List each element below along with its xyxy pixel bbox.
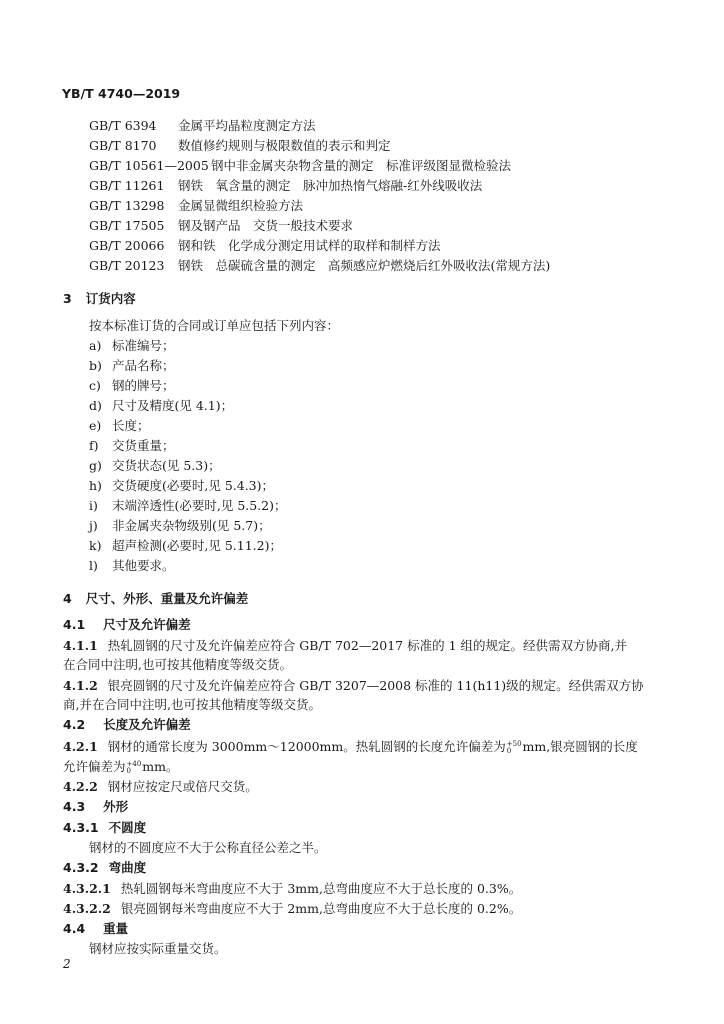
list-item	[89, 418, 150, 434]
section-title: 尺寸及允许偏差	[103, 617, 191, 632]
tolerance-upper: +40	[126, 759, 142, 768]
list-item-label: a)	[89, 338, 102, 353]
clause-4-2-1-continuation	[63, 759, 179, 775]
reference-item	[89, 198, 303, 214]
clause-number: 4.2.1	[63, 739, 98, 754]
clause-4-2-2	[63, 779, 258, 795]
list-item-text: 标准编号；	[112, 338, 175, 353]
section-3-intro: 按本标准订货的合同或订单应包括下列内容：	[89, 318, 340, 333]
section-title: 弯曲度	[108, 860, 147, 875]
reference-code: GB/T 11261	[89, 178, 165, 193]
reference-title: 金属平均晶粒度测定方法	[178, 118, 316, 133]
section-3-heading	[63, 291, 136, 307]
list-item-label: h)	[89, 478, 102, 493]
list-item-label: g)	[89, 458, 102, 473]
subsection-4-1-heading	[63, 617, 191, 633]
list-item-label: i)	[89, 498, 98, 513]
list-item	[89, 398, 233, 414]
list-item	[89, 498, 287, 514]
reference-item	[89, 138, 391, 154]
list-item-text: 交货状态(见 5.3)；	[112, 458, 221, 473]
section-number: 4.3.1	[63, 820, 99, 835]
list-item-text: 交货硬度(必要时,见 5.4.3)；	[112, 478, 275, 493]
clause-text: 热轧圆钢的尺寸及允许偏差应符合 GB/T 702—2017 标准的 1 组的规定。经供需双方协商,并	[107, 638, 627, 653]
section-4-heading	[63, 591, 248, 607]
clause-number: 4.1.1	[63, 638, 98, 653]
clause-number: 4.3.2.2	[63, 901, 111, 916]
reference-title: 钢及钢产品 交货一般技术要求	[178, 218, 354, 233]
list-item-text: 产品名称；	[112, 358, 175, 373]
clause-text: mm。	[142, 759, 179, 774]
list-item	[89, 438, 175, 454]
list-item-label: e)	[89, 418, 102, 433]
reference-title: 金属显微组织检验方法	[178, 198, 304, 213]
section-title: 订货内容	[85, 291, 136, 306]
reference-code: GB/T 8170	[89, 138, 157, 153]
reference-code: GB/T 17505	[89, 218, 165, 233]
reference-code: GB/T 20123	[89, 258, 165, 273]
section-number: 4.4	[63, 921, 86, 936]
clause-text: 银亮圆钢的尺寸及允许偏差应符合 GB/T 3207—2008 标准的 11(h11)级的规定。经供需双方协	[107, 678, 644, 693]
clause-4-4-text: 钢材应按实际重量交货。	[89, 941, 227, 956]
subsection-4-2-heading	[63, 717, 191, 733]
clause-text: 银亮圆钢每米弯曲度应不大于 2mm,总弯曲度应不大于总长度的 0.2%。	[120, 901, 522, 916]
clause-number: 4.1.2	[63, 678, 98, 693]
clause-4-1-1-continuation: 在合同中注明,也可按其他精度等级交货。	[63, 657, 292, 672]
list-item-label: b)	[89, 358, 102, 373]
list-item-label: d)	[89, 398, 102, 413]
clause-4-1-2-continuation: 商,并在合同中注明,也可按其他精度等级交货。	[63, 697, 321, 712]
clause-4-3-1-text: 钢材的不圆度应不大于公称直径公差之半。	[89, 840, 327, 855]
list-item-text: 交货重量；	[112, 438, 175, 453]
subsection-4-3-1-heading	[63, 820, 146, 836]
length-tolerance-hot-rolled	[507, 741, 522, 755]
clause-text: 钢材的通常长度为 3000mm～12000mm。热轧圆钢的长度允许偏差为	[107, 739, 506, 754]
tolerance-upper: +50	[506, 739, 522, 748]
clause-text: 热轧圆钢每米弯曲度应不大于 3mm,总弯曲度应不大于总长度的 0.3%。	[120, 881, 522, 896]
reference-item	[89, 258, 550, 274]
reference-item	[89, 218, 353, 234]
list-item-text: 尺寸及精度(见 4.1)；	[112, 398, 234, 413]
reference-item	[89, 178, 482, 194]
section-title: 长度及允许偏差	[103, 717, 191, 732]
clause-number: 4.2.2	[63, 779, 98, 794]
clause-text: 允许偏差为	[63, 759, 126, 774]
section-number: 4.3	[63, 799, 86, 814]
list-item	[89, 378, 175, 394]
clause-4-1-2	[63, 678, 644, 694]
section-number: 4.1	[63, 617, 86, 632]
list-item-label: l)	[89, 558, 98, 573]
list-item-text: 末端淬透性(必要时,见 5.5.2)；	[112, 498, 287, 513]
list-item-text: 非金属夹杂物级别(见 5.7)；	[112, 518, 271, 533]
list-item-label: k)	[89, 538, 102, 553]
list-item-label: c)	[89, 378, 101, 393]
reference-item	[89, 158, 511, 174]
list-item	[89, 458, 221, 474]
section-title: 不圆度	[108, 820, 147, 835]
list-item-text: 超声检测(必要时,见 5.11.2)；	[112, 538, 282, 553]
list-item	[89, 518, 271, 534]
section-number: 3	[63, 291, 72, 306]
reference-code: GB/T 10561—2005	[89, 158, 209, 173]
reference-title: 钢中非金属夹杂物含量的测定 标准评级图显微检验法	[211, 158, 512, 173]
list-item-text: 钢的牌号；	[112, 378, 175, 393]
section-title: 尺寸、外形、重量及允许偏差	[85, 591, 249, 606]
clause-text: mm,银亮圆钢的长度	[522, 739, 638, 754]
reference-title: 钢和铁 化学成分测定用试样的取样和制样方法	[178, 238, 441, 253]
list-item-label: f)	[89, 438, 99, 453]
section-title: 重量	[103, 921, 129, 936]
clause-4-2-1	[63, 739, 638, 755]
section-title: 外形	[103, 799, 129, 814]
reference-title: 钢铁 总碳硫含量的测定 高频感应炉燃烧后红外吸收法(常规方法)	[178, 258, 551, 273]
reference-code: GB/T 20066	[89, 238, 165, 253]
page-number: 2	[63, 957, 71, 971]
reference-code: GB/T 6394	[89, 118, 157, 133]
list-item	[89, 358, 175, 374]
list-item	[89, 338, 175, 354]
reference-item	[89, 238, 441, 254]
clause-4-3-2-2	[63, 901, 521, 917]
clause-text: 钢材应按定尺或倍尺交货。	[107, 779, 258, 794]
list-item-label: j)	[89, 518, 98, 533]
subsection-4-3-2-heading	[63, 860, 146, 876]
list-item-text: 长度；	[112, 418, 150, 433]
list-item-text: 其他要求。	[112, 558, 175, 573]
section-number: 4.2	[63, 717, 86, 732]
length-tolerance-bright	[127, 761, 142, 775]
list-item	[89, 558, 175, 574]
clause-4-1-1	[63, 638, 627, 654]
tolerance-lower: 0	[506, 746, 512, 755]
reference-title: 数值修约规则与极限数值的表示和判定	[178, 138, 391, 153]
subsection-4-4-heading	[63, 921, 128, 937]
reference-item	[89, 118, 316, 134]
clause-number: 4.3.2.1	[63, 881, 111, 896]
clause-4-3-2-1	[63, 881, 521, 897]
page-header-standard-code: YB/T 4740—2019	[62, 86, 181, 101]
reference-title: 钢铁 氧含量的测定 脉冲加热惰气熔融-红外线吸收法	[178, 178, 483, 193]
reference-code: GB/T 13298	[89, 198, 165, 213]
list-item	[89, 478, 274, 494]
section-number: 4.3.2	[63, 860, 99, 875]
tolerance-lower: 0	[126, 766, 131, 775]
subsection-4-3-heading	[63, 799, 128, 815]
list-item	[89, 538, 282, 554]
section-number: 4	[63, 591, 72, 606]
